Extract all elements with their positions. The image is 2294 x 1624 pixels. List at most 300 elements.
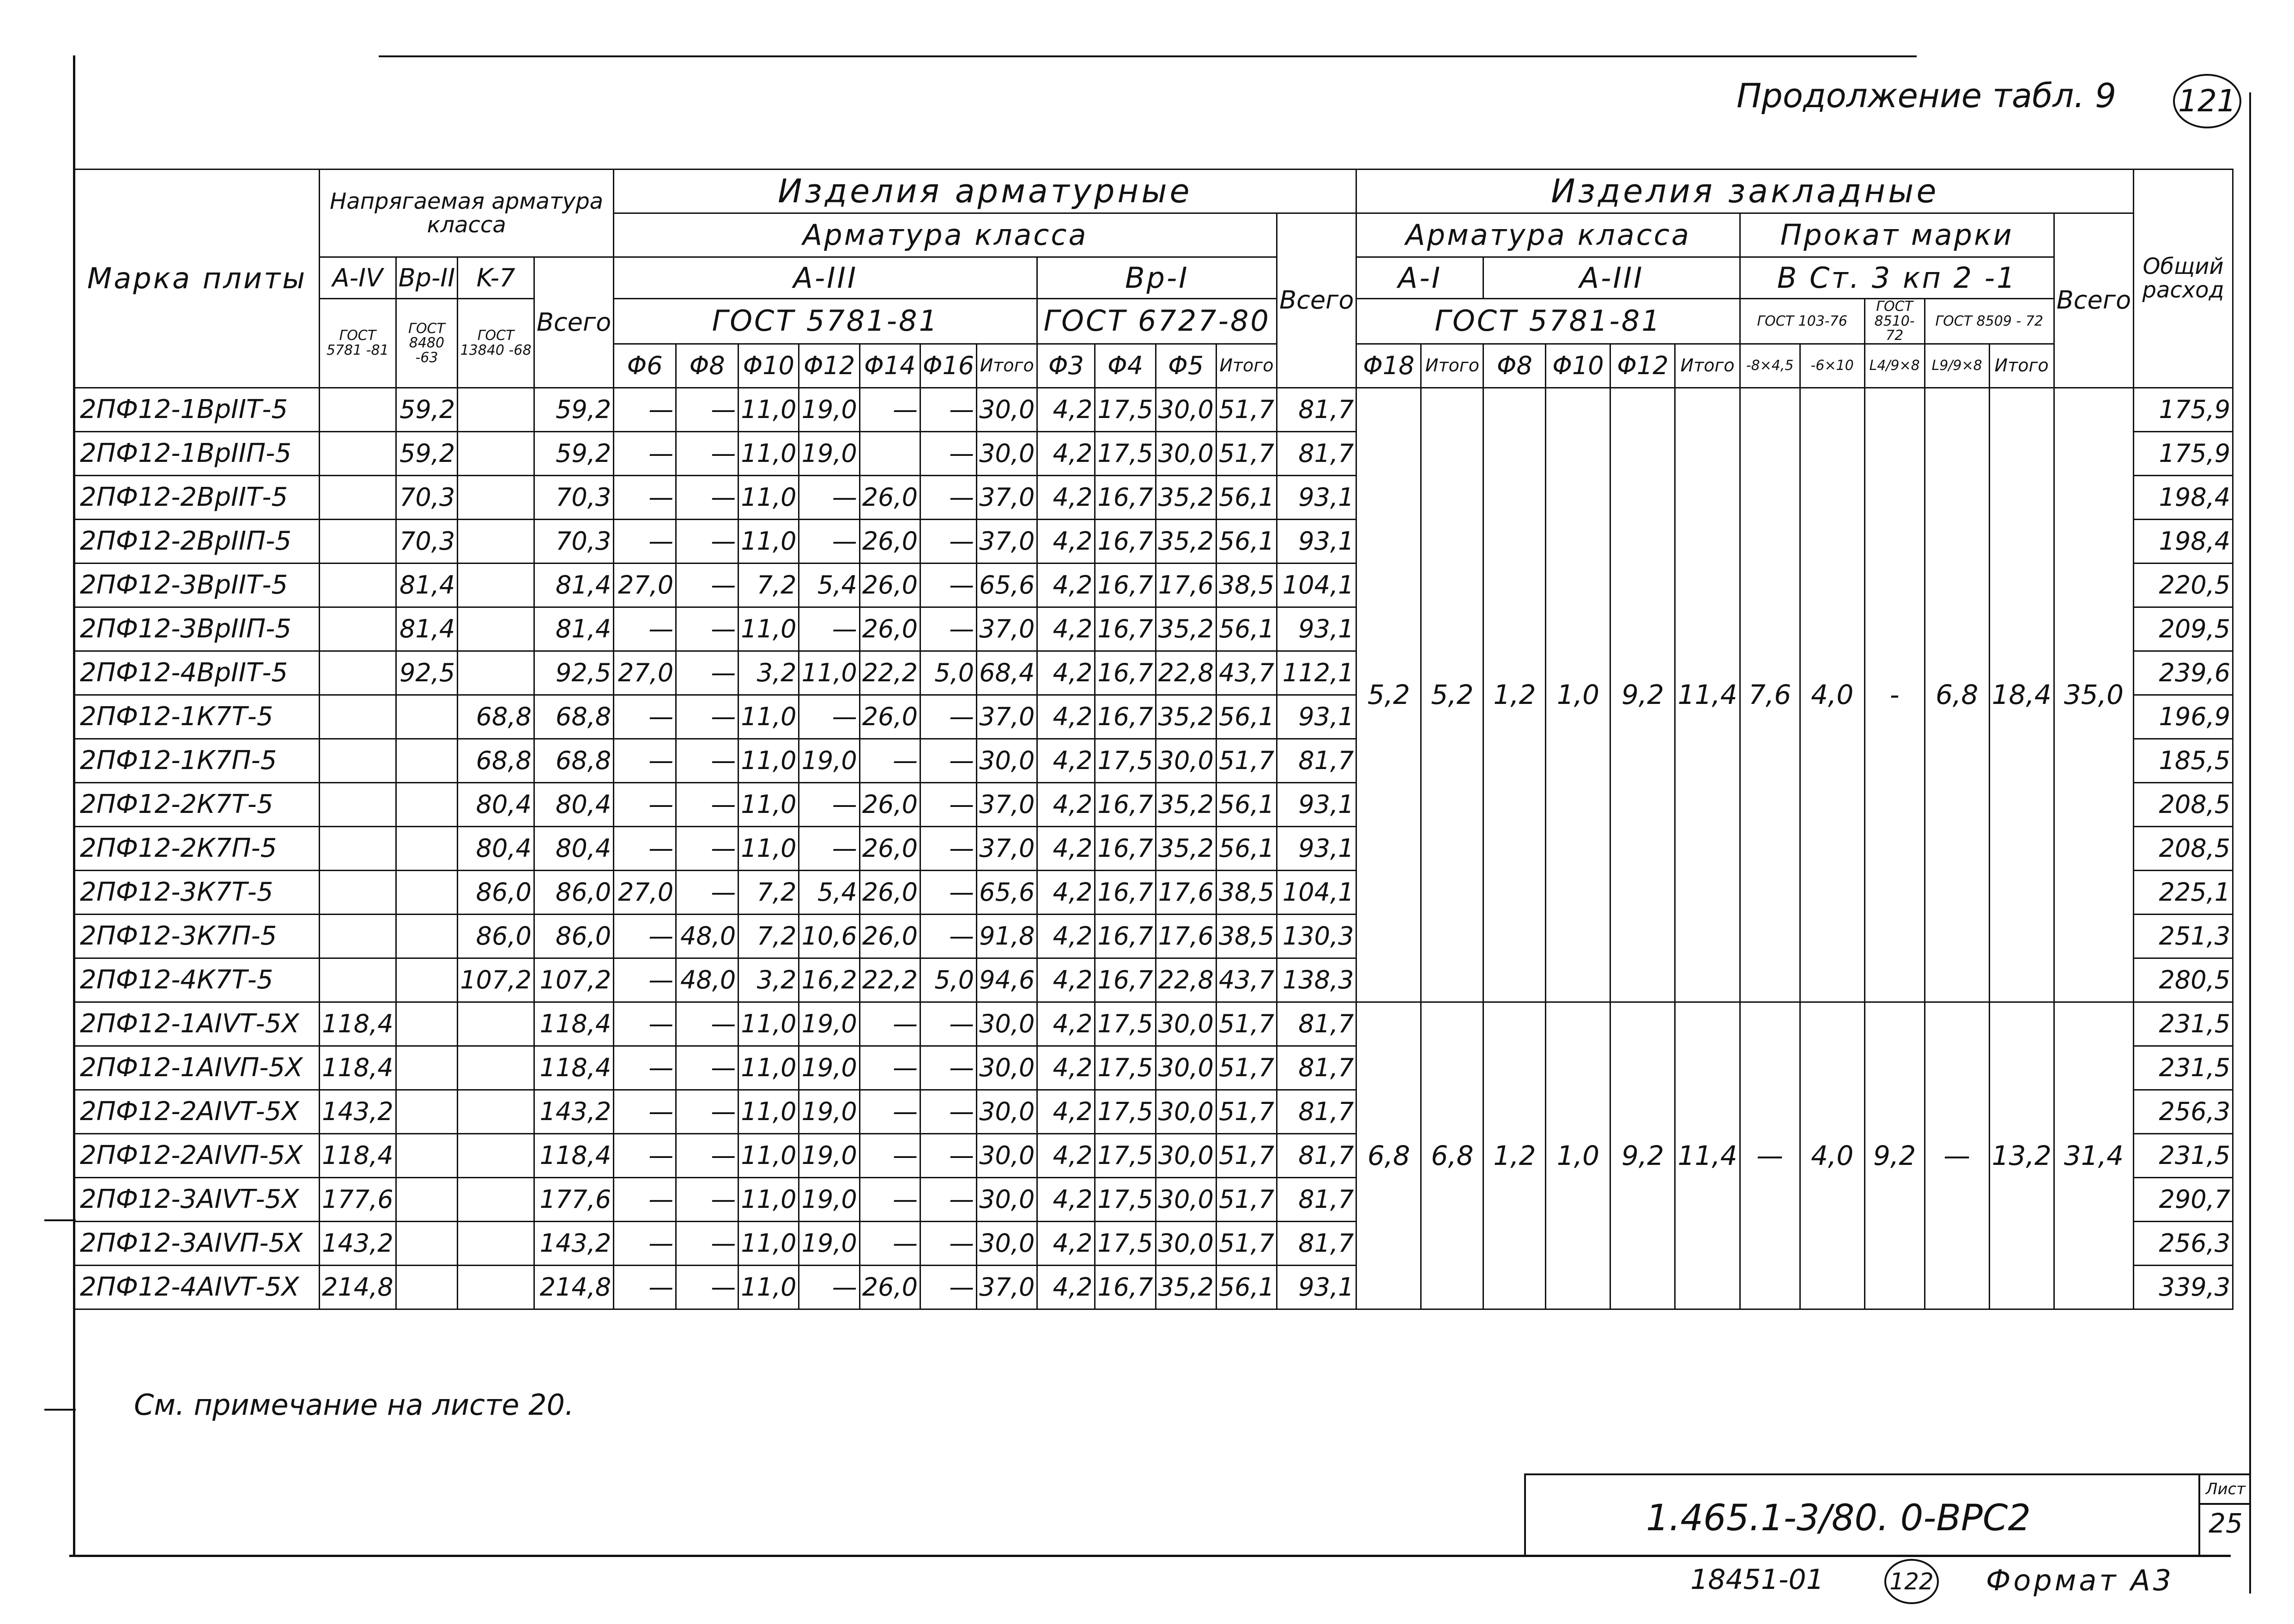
cell-total-consumption: 208,5 bbox=[2134, 826, 2233, 870]
cell-it1: 30,0 bbox=[977, 1090, 1037, 1133]
note-text: См. примечание на листе 20. bbox=[134, 1388, 574, 1422]
col-embedded-items-header: Изделия закладные bbox=[1356, 170, 2134, 213]
col-reinforcement-class-header: Арматура класса bbox=[614, 213, 1277, 257]
cell-d3: 4,2 bbox=[1037, 958, 1095, 1002]
cell-d10: 11,0 bbox=[738, 519, 799, 563]
cell-bp2: 70,3 bbox=[396, 475, 458, 519]
cell-it1: 30,0 bbox=[977, 1002, 1037, 1046]
cell-all: 81,7 bbox=[1277, 431, 1356, 475]
cell-d16: 5,0 bbox=[920, 958, 976, 1002]
cell-d10: 11,0 bbox=[738, 475, 799, 519]
cell-it1: 94,6 bbox=[977, 958, 1037, 1002]
cell-tot: 81,4 bbox=[534, 607, 613, 651]
cell-d8: — bbox=[676, 651, 738, 695]
cell-it2: 51,7 bbox=[1216, 1177, 1277, 1221]
cell-k7 bbox=[458, 388, 534, 431]
cell-bp2 bbox=[396, 826, 458, 870]
cell-d12: — bbox=[799, 782, 859, 826]
cell-bp2: 81,4 bbox=[396, 563, 458, 607]
cell-d6: — bbox=[614, 958, 676, 1002]
col-itogo-emb-a3: Итого bbox=[1675, 344, 1740, 388]
cell-d4: 17,5 bbox=[1095, 739, 1156, 782]
col-a4-header: A-IV bbox=[320, 257, 396, 299]
cell-k7: 86,0 bbox=[458, 870, 534, 914]
cell-d16: — bbox=[920, 519, 976, 563]
col-a1-header: A-I bbox=[1356, 257, 1483, 299]
cell-mark: 2ПФ12-1К7Т-5 bbox=[75, 695, 320, 739]
cell-it1: 30,0 bbox=[977, 431, 1037, 475]
cell-d6: 27,0 bbox=[614, 563, 676, 607]
cell-d5: 35,2 bbox=[1156, 782, 1216, 826]
cell-bp2: 59,2 bbox=[396, 388, 458, 431]
cell-d8: — bbox=[676, 1002, 738, 1046]
cell-it2: 51,7 bbox=[1216, 1090, 1277, 1133]
cell-d3: 4,2 bbox=[1037, 475, 1095, 519]
col-d6: Φ6 bbox=[614, 344, 676, 388]
cell-embedded-tot: 35,0 bbox=[2054, 388, 2133, 1002]
cell-k7 bbox=[458, 1133, 534, 1177]
cell-d3: 4,2 bbox=[1037, 388, 1095, 431]
cell-embedded-d10: 1,0 bbox=[1546, 1002, 1610, 1309]
cell-bp2 bbox=[396, 1046, 458, 1090]
cell-it1: 65,6 bbox=[977, 870, 1037, 914]
cell-it1: 30,0 bbox=[977, 739, 1037, 782]
cell-d12: 19,0 bbox=[799, 1002, 859, 1046]
cell-it2: 56,1 bbox=[1216, 782, 1277, 826]
cell-k7 bbox=[458, 1221, 534, 1265]
table-row bbox=[75, 1002, 2233, 1046]
cell-it2: 51,7 bbox=[1216, 1133, 1277, 1177]
cell-d10: 11,0 bbox=[738, 1090, 799, 1133]
col-embedded-gost-5781: ГОСТ 5781-81 bbox=[1356, 299, 1740, 344]
cell-d5: 30,0 bbox=[1156, 739, 1216, 782]
cell-d10: 3,2 bbox=[738, 651, 799, 695]
cell-d3: 4,2 bbox=[1037, 519, 1095, 563]
cell-embedded-it-a1: 5,2 bbox=[1421, 388, 1483, 1002]
cell-total-consumption: 225,1 bbox=[2134, 870, 2233, 914]
cell-d12: — bbox=[799, 1265, 859, 1309]
cell-d4: 17,5 bbox=[1095, 388, 1156, 431]
cell-d10: 3,2 bbox=[738, 958, 799, 1002]
cell-a4: 118,4 bbox=[320, 1133, 396, 1177]
cell-d10: 11,0 bbox=[738, 388, 799, 431]
cell-mark: 2ПФ12-3BpIIП-5 bbox=[75, 607, 320, 651]
cell-d6: — bbox=[614, 1002, 676, 1046]
cell-d10: 7,2 bbox=[738, 563, 799, 607]
cell-d4: 17,5 bbox=[1095, 1177, 1156, 1221]
cell-tot: 80,4 bbox=[534, 826, 613, 870]
cell-d14: 26,0 bbox=[859, 1265, 920, 1309]
cell-d16: — bbox=[920, 914, 976, 958]
cell-d6: — bbox=[614, 1177, 676, 1221]
cell-d14: 26,0 bbox=[859, 563, 920, 607]
cell-embedded-s3: - bbox=[1864, 388, 1925, 1002]
cell-d14: 22,2 bbox=[859, 651, 920, 695]
cell-it2: 56,1 bbox=[1216, 519, 1277, 563]
cell-d3: 4,2 bbox=[1037, 1002, 1095, 1046]
col-embedded-total-header: Всего bbox=[2054, 213, 2133, 388]
cell-a4 bbox=[320, 475, 396, 519]
cell-d12: — bbox=[799, 826, 859, 870]
cell-d8: — bbox=[676, 519, 738, 563]
cell-a4 bbox=[320, 826, 396, 870]
cell-d10: 11,0 bbox=[738, 1177, 799, 1221]
cell-d5: 30,0 bbox=[1156, 1046, 1216, 1090]
cell-d16: — bbox=[920, 431, 976, 475]
cell-d6: — bbox=[614, 1133, 676, 1177]
sheet-label: Лист bbox=[2200, 1475, 2251, 1505]
cell-it2: 51,7 bbox=[1216, 388, 1277, 431]
cell-k7 bbox=[458, 651, 534, 695]
cell-d8: — bbox=[676, 1265, 738, 1309]
cell-d16: — bbox=[920, 475, 976, 519]
cell-embedded-it-a1: 6,8 bbox=[1421, 1002, 1483, 1309]
cell-d5: 35,2 bbox=[1156, 475, 1216, 519]
cell-a4 bbox=[320, 739, 396, 782]
cell-it1: 37,0 bbox=[977, 782, 1037, 826]
cell-d16: — bbox=[920, 782, 976, 826]
col-a3-header: A-III bbox=[614, 257, 1037, 299]
cell-bp2 bbox=[396, 782, 458, 826]
cell-bp2 bbox=[396, 1221, 458, 1265]
cell-d4: 17,5 bbox=[1095, 1133, 1156, 1177]
cell-total-consumption: 239,6 bbox=[2134, 651, 2233, 695]
col-emb-d12: Φ12 bbox=[1610, 344, 1675, 388]
col-strip-8x45: -8×4,5 bbox=[1740, 344, 1800, 388]
cell-d6: — bbox=[614, 1265, 676, 1309]
cell-d8: — bbox=[676, 563, 738, 607]
cell-mark: 2ПФ12-2К7Т-5 bbox=[75, 782, 320, 826]
cell-d4: 17,5 bbox=[1095, 431, 1156, 475]
cell-d12: 19,0 bbox=[799, 1221, 859, 1265]
cell-it2: 56,1 bbox=[1216, 607, 1277, 651]
materials-table bbox=[74, 169, 2233, 1310]
cell-tot: 143,2 bbox=[534, 1221, 613, 1265]
cell-mark: 2ПФ12-3К7Т-5 bbox=[75, 870, 320, 914]
col-embedded-class-header: Арматура класса bbox=[1356, 213, 1740, 257]
cell-d3: 4,2 bbox=[1037, 1046, 1095, 1090]
cell-tot: 118,4 bbox=[534, 1133, 613, 1177]
cell-it2: 43,7 bbox=[1216, 958, 1277, 1002]
cell-d14: — bbox=[859, 388, 920, 431]
cell-tot: 86,0 bbox=[534, 914, 613, 958]
cell-k7 bbox=[458, 1265, 534, 1309]
cell-a4 bbox=[320, 870, 396, 914]
cell-embedded-d10: 1,0 bbox=[1546, 388, 1610, 1002]
cell-embedded-s4: — bbox=[1925, 1002, 1989, 1309]
cell-d16: — bbox=[920, 563, 976, 607]
cell-tot: 118,4 bbox=[534, 1046, 613, 1090]
cell-embedded-d8: 1,2 bbox=[1483, 388, 1546, 1002]
cell-k7: 86,0 bbox=[458, 914, 534, 958]
cell-total-consumption: 290,7 bbox=[2134, 1177, 2233, 1221]
cell-d8: — bbox=[676, 1177, 738, 1221]
cell-tot: 214,8 bbox=[534, 1265, 613, 1309]
cell-it2: 51,7 bbox=[1216, 431, 1277, 475]
cell-it2: 56,1 bbox=[1216, 826, 1277, 870]
cell-d10: 11,0 bbox=[738, 1133, 799, 1177]
cell-d3: 4,2 bbox=[1037, 1133, 1095, 1177]
sheet-number: 25 bbox=[2209, 1508, 2243, 1539]
margin-tick bbox=[44, 1219, 76, 1221]
cell-k7: 107,2 bbox=[458, 958, 534, 1002]
cell-d12: 19,0 bbox=[799, 739, 859, 782]
cell-tot: 68,8 bbox=[534, 695, 613, 739]
cell-d16: — bbox=[920, 1133, 976, 1177]
cell-d5: 35,2 bbox=[1156, 1265, 1216, 1309]
col-total-consumption-header: Общий расход bbox=[2134, 170, 2233, 388]
cell-d14: — bbox=[859, 1133, 920, 1177]
cell-it2: 51,7 bbox=[1216, 1046, 1277, 1090]
cell-d12: 10,6 bbox=[799, 914, 859, 958]
col-d8: Φ8 bbox=[676, 344, 738, 388]
cell-tot: 86,0 bbox=[534, 870, 613, 914]
cell-embedded-d18: 5,2 bbox=[1356, 388, 1421, 1002]
col-prestressed-total-header: Всего bbox=[534, 257, 613, 388]
cell-d12: — bbox=[799, 607, 859, 651]
cell-bp2: 81,4 bbox=[396, 607, 458, 651]
cell-embedded-d12: 9,2 bbox=[1610, 388, 1675, 1002]
cell-d6: 27,0 bbox=[614, 651, 676, 695]
cell-d16: — bbox=[920, 388, 976, 431]
cell-a4: 118,4 bbox=[320, 1002, 396, 1046]
cell-tot: 70,3 bbox=[534, 519, 613, 563]
cell-it2: 56,1 bbox=[1216, 695, 1277, 739]
cell-d4: 16,7 bbox=[1095, 958, 1156, 1002]
col-rolled-header: Прокат марки bbox=[1740, 213, 2054, 257]
cell-d14: 26,0 bbox=[859, 826, 920, 870]
cell-it2: 51,7 bbox=[1216, 1002, 1277, 1046]
cell-d6: — bbox=[614, 826, 676, 870]
cell-embedded-s1: 7,6 bbox=[1740, 388, 1800, 1002]
cell-d4: 16,7 bbox=[1095, 475, 1156, 519]
cell-d4: 17,5 bbox=[1095, 1090, 1156, 1133]
col-d10: Φ10 bbox=[738, 344, 799, 388]
footer-page-circle: 122 bbox=[1884, 1559, 1939, 1604]
cell-d10: 7,2 bbox=[738, 870, 799, 914]
cell-all: 81,7 bbox=[1277, 1221, 1356, 1265]
cell-d12: — bbox=[799, 519, 859, 563]
cell-k7 bbox=[458, 1002, 534, 1046]
cell-d6: — bbox=[614, 1221, 676, 1265]
cell-bp2 bbox=[396, 958, 458, 1002]
cell-tot: 68,8 bbox=[534, 739, 613, 782]
cell-tot: 92,5 bbox=[534, 651, 613, 695]
cell-d6: — bbox=[614, 475, 676, 519]
cell-all: 93,1 bbox=[1277, 1265, 1356, 1309]
cell-d3: 4,2 bbox=[1037, 651, 1095, 695]
col-rolled-grade-header: В Ст. 3 кп 2 -1 bbox=[1740, 257, 2054, 299]
col-k7-header: K-7 bbox=[458, 257, 534, 299]
cell-it1: 65,6 bbox=[977, 563, 1037, 607]
cell-k7 bbox=[458, 1090, 534, 1133]
cell-d6: — bbox=[614, 607, 676, 651]
cell-mark: 2ПФ12-4AIVТ-5Х bbox=[75, 1265, 320, 1309]
cell-tot: 81,4 bbox=[534, 563, 613, 607]
cell-d3: 4,2 bbox=[1037, 870, 1095, 914]
cell-k7 bbox=[458, 1046, 534, 1090]
cell-d12: 19,0 bbox=[799, 1090, 859, 1133]
cell-d3: 4,2 bbox=[1037, 782, 1095, 826]
col-d3: Φ3 bbox=[1037, 344, 1095, 388]
cell-d14: 26,0 bbox=[859, 695, 920, 739]
cell-d8: — bbox=[676, 739, 738, 782]
cell-d16: 5,0 bbox=[920, 651, 976, 695]
col-d5: Φ5 bbox=[1156, 344, 1216, 388]
col-d12: Φ12 bbox=[799, 344, 859, 388]
cell-d8: — bbox=[676, 1221, 738, 1265]
cell-total-consumption: 209,5 bbox=[2134, 607, 2233, 651]
cell-all: 93,1 bbox=[1277, 826, 1356, 870]
cell-mark: 2ПФ12-2BpIIП-5 bbox=[75, 519, 320, 563]
cell-d8: 48,0 bbox=[676, 958, 738, 1002]
cell-d4: 17,5 bbox=[1095, 1002, 1156, 1046]
cell-embedded-d12: 9,2 bbox=[1610, 1002, 1675, 1309]
cell-d5: 35,2 bbox=[1156, 695, 1216, 739]
cell-bp2 bbox=[396, 1090, 458, 1133]
cell-d16: — bbox=[920, 870, 976, 914]
cell-d12: 11,0 bbox=[799, 651, 859, 695]
cell-d3: 4,2 bbox=[1037, 739, 1095, 782]
cell-a4 bbox=[320, 782, 396, 826]
cell-d8: — bbox=[676, 431, 738, 475]
cell-tot: 59,2 bbox=[534, 388, 613, 431]
cell-d14: 22,2 bbox=[859, 958, 920, 1002]
cell-all: 81,7 bbox=[1277, 388, 1356, 431]
cell-d16: — bbox=[920, 826, 976, 870]
cell-total-consumption: 196,9 bbox=[2134, 695, 2233, 739]
col-gost-103: ГОСТ 103-76 bbox=[1740, 299, 1864, 344]
cell-it2: 38,5 bbox=[1216, 914, 1277, 958]
cell-embedded-s4: 6,8 bbox=[1925, 388, 1989, 1002]
cell-bp2: 70,3 bbox=[396, 519, 458, 563]
table-row bbox=[75, 388, 2233, 431]
cell-d5: 30,0 bbox=[1156, 1177, 1216, 1221]
cell-d16: — bbox=[920, 1221, 976, 1265]
cell-d6: — bbox=[614, 695, 676, 739]
cell-all: 81,7 bbox=[1277, 1090, 1356, 1133]
cell-embedded-it-r: 13,2 bbox=[1989, 1002, 2054, 1309]
cell-d6: — bbox=[614, 1046, 676, 1090]
cell-bp2: 92,5 bbox=[396, 651, 458, 695]
cell-d10: 11,0 bbox=[738, 782, 799, 826]
cell-d12: — bbox=[799, 475, 859, 519]
frame-right-border bbox=[2249, 92, 2251, 1594]
cell-k7: 68,8 bbox=[458, 695, 534, 739]
col-gost-8510: ГОСТ 8510-72 bbox=[1864, 299, 1925, 344]
cell-d3: 4,2 bbox=[1037, 431, 1095, 475]
cell-d4: 16,7 bbox=[1095, 607, 1156, 651]
cell-all: 93,1 bbox=[1277, 607, 1356, 651]
cell-it2: 51,7 bbox=[1216, 739, 1277, 782]
cell-total-consumption: 251,3 bbox=[2134, 914, 2233, 958]
cell-d10: 11,0 bbox=[738, 1046, 799, 1090]
cell-embedded-it-a3: 11,4 bbox=[1675, 1002, 1740, 1309]
cell-mark: 2ПФ12-2AIVТ-5Х bbox=[75, 1090, 320, 1133]
cell-d6: — bbox=[614, 739, 676, 782]
cell-d5: 35,2 bbox=[1156, 826, 1216, 870]
col-reinforcement-items-header: Изделия арматурные bbox=[614, 170, 1356, 213]
cell-k7: 80,4 bbox=[458, 826, 534, 870]
cell-d12: 19,0 bbox=[799, 1177, 859, 1221]
cell-it2: 43,7 bbox=[1216, 651, 1277, 695]
cell-total-consumption: 208,5 bbox=[2134, 782, 2233, 826]
cell-d8: — bbox=[676, 1090, 738, 1133]
cell-d12: 19,0 bbox=[799, 1133, 859, 1177]
cell-bp2 bbox=[396, 870, 458, 914]
cell-mark: 2ПФ12-2AIVП-5Х bbox=[75, 1133, 320, 1177]
cell-d4: 16,7 bbox=[1095, 651, 1156, 695]
cell-d5: 17,6 bbox=[1156, 563, 1216, 607]
cell-d8: — bbox=[676, 695, 738, 739]
cell-d4: 17,5 bbox=[1095, 1046, 1156, 1090]
col-emb-d10: Φ10 bbox=[1546, 344, 1610, 388]
cell-a4 bbox=[320, 695, 396, 739]
cell-total-consumption: 339,3 bbox=[2134, 1265, 2233, 1309]
cell-d3: 4,2 bbox=[1037, 914, 1095, 958]
cell-embedded-s2: 4,0 bbox=[1800, 388, 1864, 1002]
cell-d4: 16,7 bbox=[1095, 870, 1156, 914]
cell-d4: 16,7 bbox=[1095, 914, 1156, 958]
cell-d14: 26,0 bbox=[859, 475, 920, 519]
cell-d12: 19,0 bbox=[799, 1046, 859, 1090]
cell-d6: — bbox=[614, 519, 676, 563]
cell-k7 bbox=[458, 1177, 534, 1221]
cell-d16: — bbox=[920, 607, 976, 651]
cell-it1: 37,0 bbox=[977, 607, 1037, 651]
cell-d16: — bbox=[920, 1090, 976, 1133]
cell-d5: 30,0 bbox=[1156, 1002, 1216, 1046]
cell-d8: — bbox=[676, 388, 738, 431]
col-angle-2: L9/9×8 bbox=[1925, 344, 1989, 388]
cell-d8: 48,0 bbox=[676, 914, 738, 958]
cell-d4: 16,7 bbox=[1095, 1265, 1156, 1309]
paper-format: Формат А3 bbox=[1986, 1563, 2174, 1597]
cell-d8: — bbox=[676, 1046, 738, 1090]
margin-tick bbox=[44, 1409, 76, 1411]
cell-total-consumption: 220,5 bbox=[2134, 563, 2233, 607]
cell-d10: 11,0 bbox=[738, 826, 799, 870]
col-reinf-total-header: Всего bbox=[1277, 213, 1356, 388]
cell-it1: 37,0 bbox=[977, 519, 1037, 563]
cell-a4: 118,4 bbox=[320, 1046, 396, 1090]
cell-mark: 2ПФ12-1AIVТ-5Х bbox=[75, 1002, 320, 1046]
cell-d10: 11,0 bbox=[738, 431, 799, 475]
cell-mark: 2ПФ12-3К7П-5 bbox=[75, 914, 320, 958]
cell-it1: 91,8 bbox=[977, 914, 1037, 958]
frame-top-border bbox=[379, 55, 1917, 57]
cell-it1: 30,0 bbox=[977, 1046, 1037, 1090]
cell-tot: 80,4 bbox=[534, 782, 613, 826]
cell-mark: 2ПФ12-1AIVП-5Х bbox=[75, 1046, 320, 1090]
cell-k7 bbox=[458, 475, 534, 519]
cell-d14: — bbox=[859, 1002, 920, 1046]
cell-tot: 177,6 bbox=[534, 1177, 613, 1221]
cell-all: 81,7 bbox=[1277, 1002, 1356, 1046]
col-prestressed-header: Напрягаемая арматура класса bbox=[320, 170, 614, 257]
cell-a4: 143,2 bbox=[320, 1221, 396, 1265]
cell-all: 93,1 bbox=[1277, 475, 1356, 519]
cell-bp2 bbox=[396, 739, 458, 782]
document-code: 1.465.1-3/80. 0-ВРС2 bbox=[1646, 1497, 2031, 1539]
cell-a4 bbox=[320, 388, 396, 431]
cell-d8: — bbox=[676, 870, 738, 914]
cell-tot: 70,3 bbox=[534, 475, 613, 519]
cell-d14: — bbox=[859, 1046, 920, 1090]
cell-d4: 17,5 bbox=[1095, 1221, 1156, 1265]
cell-all: 81,7 bbox=[1277, 1177, 1356, 1221]
cell-d12: 19,0 bbox=[799, 431, 859, 475]
